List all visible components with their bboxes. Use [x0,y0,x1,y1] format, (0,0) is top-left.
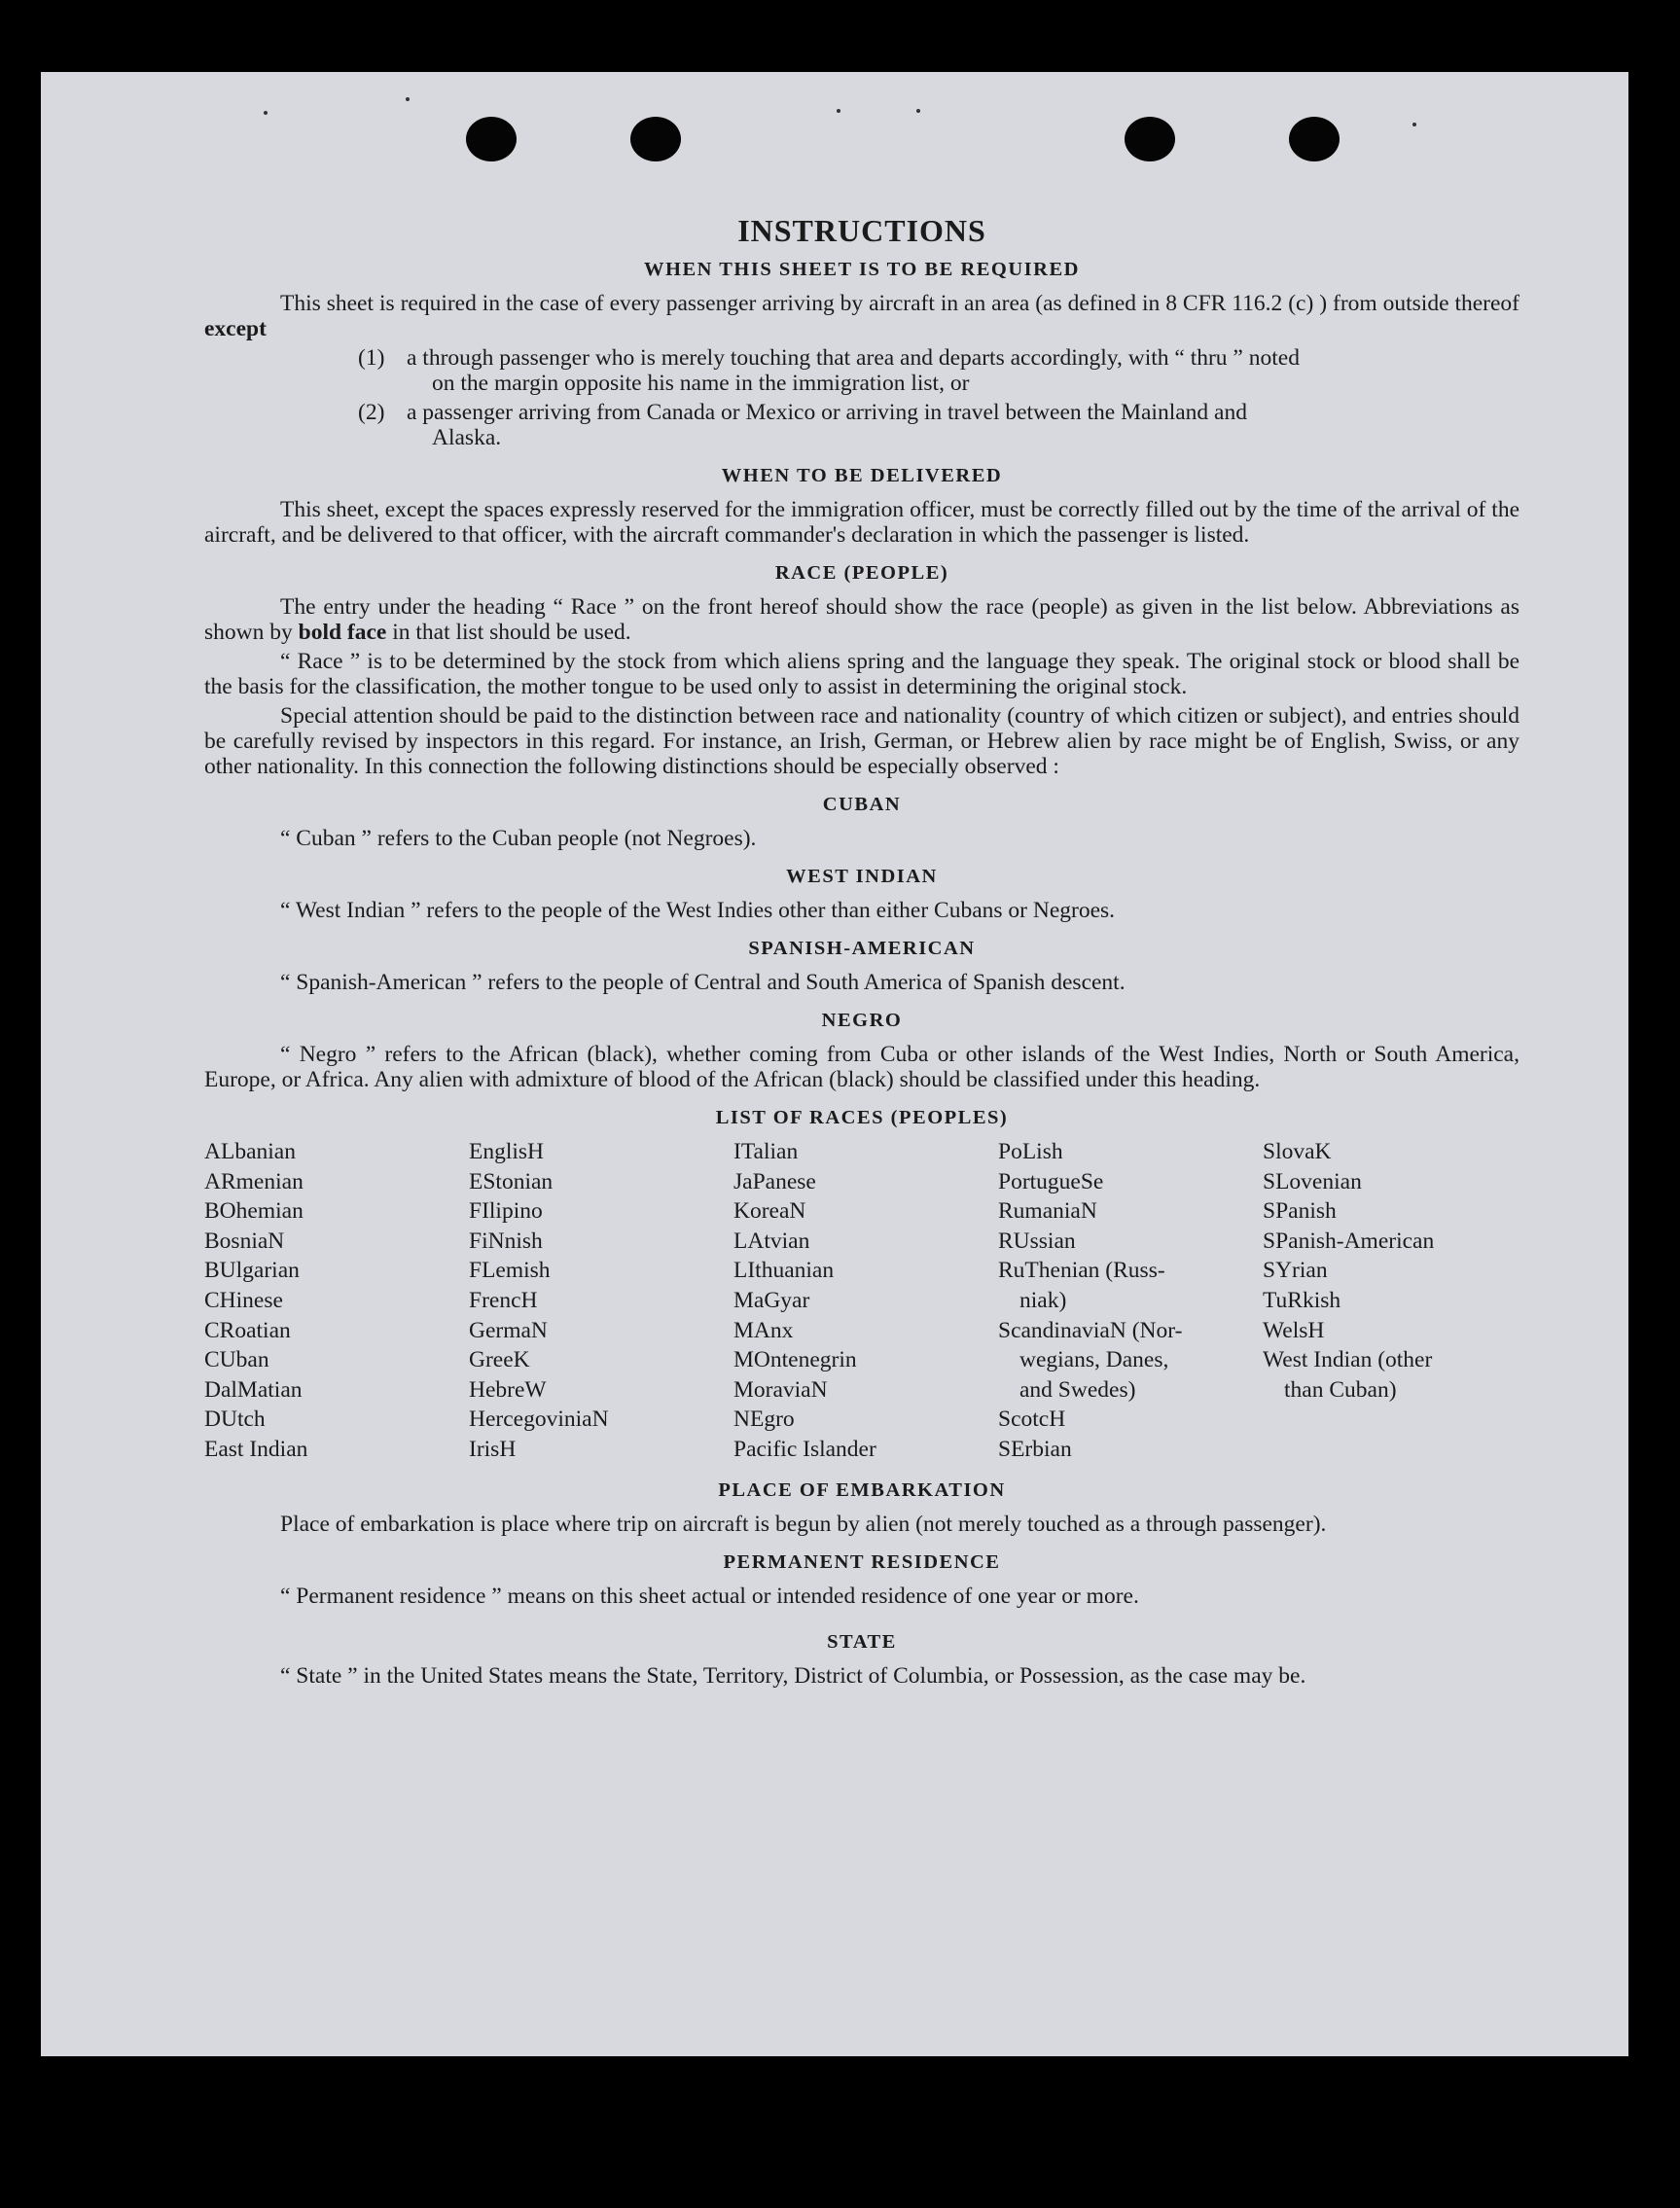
race-column [469,1137,733,1465]
condition-item-1 [204,345,1519,396]
race-entry: JaPanese [733,1168,816,1194]
residence-text: “ Permanent residence ” means on this sheet actual or intended residence of one year or more. [280,1583,1139,1609]
delivered-text: This sheet, except the spaces expressly reserved for the immigration officer, must be correctly filled out by the time of the arrival of the aircraft, and be delivered to that officer, with the aircraft commander's declaration in which the passenger is listed. [204,497,1519,548]
punch-hole-2 [630,117,681,161]
race-entry: FLemish [469,1258,551,1284]
embarkation-text: Place of embarkation is place where trip on aircraft is begun by alien (not merely touched as a through passenger). [280,1511,1327,1537]
race-entry: FrencH [469,1287,538,1313]
race-column [998,1137,1263,1465]
race-entry: ALbanian [204,1139,296,1164]
document-sheet [41,72,1628,2056]
bold-face-term: bold face [298,620,387,645]
race-entry: CUban [204,1347,269,1373]
race-entry: ScotcH [998,1407,1066,1433]
race-entry: ITalian [733,1139,799,1164]
section-heading-delivered: WHEN TO BE DELIVERED [721,465,1003,486]
section-heading-cuban: CUBAN [822,794,902,815]
state-text: “ State ” in the United States means the State, Territory, District of Columbia, or Possession, as the case may be. [280,1662,1306,1689]
race-entry: MaGyar [733,1287,810,1313]
section-heading-race: RACE (PEOPLE) [774,562,949,584]
race-entry: MAnx [733,1317,794,1343]
race-entry: DalMatian [204,1376,303,1403]
race-column [204,1137,469,1465]
race-entry: SPanish-American [1263,1228,1435,1254]
section-heading-required: WHEN THIS SHEET IS TO BE REQUIRED [644,259,1080,280]
west-indian-text: “ West Indian ” refers to the people of the West Indies other than either Cubans or Negroes. [280,898,1116,923]
race-entry: RumaniaN [998,1198,1097,1225]
race-entry: ScandinaviaN (Nor- [998,1317,1183,1343]
race-entry: GreeK [469,1347,530,1373]
speck [1412,123,1416,126]
race-column [1263,1137,1527,1465]
race-paragraph-1: The entry under the heading “ Race ” on the front hereof should show the race (people) as given in the list below. Abbreviations as shown by bold face in that list should be used. [204,594,1519,645]
race-entry: BUlgarian [204,1258,300,1284]
race-column [733,1137,998,1465]
race-entry: MOntenegrin [733,1347,857,1373]
race-entry: HercegoviniaN [469,1407,609,1433]
race-paragraph-3: Special attention should be paid to the distinction between race and nationality (country of which citizen or subject), and entries should be carefully revised by inspectors in this regard. For instance, an Irish, German, or Hebrew alien by race might be of English, Swiss, or any other nationality. In this connection the following distinctions should be especially observed : [204,703,1519,779]
race-entry: DUtch [204,1407,266,1433]
race-entry: SErbian [998,1436,1072,1462]
speck [406,97,410,101]
condition-item-2 [204,400,1519,450]
punch-hole-1 [466,117,517,161]
race-entry: NEgro [733,1407,795,1433]
race-entry: MoraviaN [733,1376,828,1403]
race-entry: TuRkish [1263,1287,1341,1313]
race-entry: SLovenian [1263,1168,1362,1194]
race-entry: EnglisH [469,1139,545,1164]
cuban-text: “ Cuban ” refers to the Cuban people (not Negroes). [280,826,757,851]
race-entry: Pacific Islander [733,1436,876,1462]
race-entry: RUssian [998,1228,1076,1254]
section-heading-state: STATE [827,1630,897,1653]
race-entry: GermaN [469,1317,548,1343]
race-entry: BosniaN [204,1228,285,1254]
page-title: INSTRUCTIONS [737,213,986,248]
race-entry: KoreaN [733,1198,806,1225]
speck [837,109,840,113]
race-entry: FIlipino [469,1198,543,1225]
required-intro-bold: except [204,316,267,341]
punch-hole-3 [1125,117,1175,161]
required-intro: This sheet is required in the case of every passenger arriving by aircraft in an area (as defined in 8 CFR 116.2 (c) ) from outside thereof except [204,291,1519,341]
condition-text: a passenger arriving from Canada or Mexico or arriving in travel between the Mainland and [407,400,1247,425]
race-entry: HebreW [469,1376,547,1403]
race-entry: EStonian [469,1168,554,1194]
race-entry: BOhemian [204,1198,304,1225]
race-entry: SYrian [1263,1258,1328,1284]
race-entry: niak) [1019,1287,1067,1313]
condition-number: (1) [358,345,385,371]
punch-hole-4 [1289,117,1340,161]
race-list [204,1137,1519,1465]
condition-text-cont: on the margin opposite his name in the immigration list, or [432,371,970,396]
race-entry: WelsH [1263,1317,1325,1343]
race-entry: CHinese [204,1287,283,1313]
section-heading-spanish-american: SPANISH-AMERICAN [748,938,976,959]
section-heading-list-of-races: LIST OF RACES (PEOPLES) [715,1107,1009,1128]
race-entry: CRoatian [204,1317,291,1343]
race-entry: RuThenian (Russ- [998,1258,1165,1284]
race-entry: FiNnish [469,1228,543,1254]
race-entry: wegians, Danes, [1019,1347,1169,1373]
race-entry: SPanish [1263,1198,1337,1225]
race-entry: West Indian (other [1263,1347,1433,1373]
section-heading-embarkation: PLACE OF EMBARKATION [718,1478,1006,1501]
race-entry: PortugueSe [998,1168,1104,1194]
race-entry: LAtvian [733,1228,810,1254]
race-entry: PoLish [998,1139,1063,1164]
section-heading-negro: NEGRO [821,1010,903,1031]
instructions-content [204,213,1519,1692]
condition-text-cont: Alaska. [432,425,502,450]
race-entry: East Indian [204,1436,308,1462]
race-paragraph-2: “ Race ” is to be determined by the stock from which aliens spring and the language they speak. The original stock or blood shall be the basis for the classification, the mother tongue to be used only to assist in determining the original stock. [204,649,1519,699]
speck [264,111,268,115]
section-heading-west-indian: WEST INDIAN [786,866,938,887]
race-entry: than Cuban) [1284,1376,1397,1403]
race-entry: LIthuanian [733,1258,835,1284]
race-entry: SlovaK [1263,1139,1332,1164]
race-entry: ARmenian [204,1168,304,1194]
race-entry: and Swedes) [1019,1376,1136,1403]
condition-text: a through passenger who is merely touching that area and departs accordingly, with “ thru ” noted [407,345,1300,371]
negro-text: “ Negro ” refers to the African (black), whether coming from Cuba or other islands of the West Indies, North or South America, Europe, or Africa. Any alien with admixture of blood of the African (black) should be classified under this heading. [204,1042,1519,1092]
speck [916,109,920,113]
spanish-american-text: “ Spanish-American ” refers to the people of Central and South America of Spanish descent. [280,970,1126,995]
race-entry: IrisH [469,1436,517,1462]
section-heading-residence: PERMANENT RESIDENCE [723,1550,1001,1573]
condition-number: (2) [358,400,385,425]
